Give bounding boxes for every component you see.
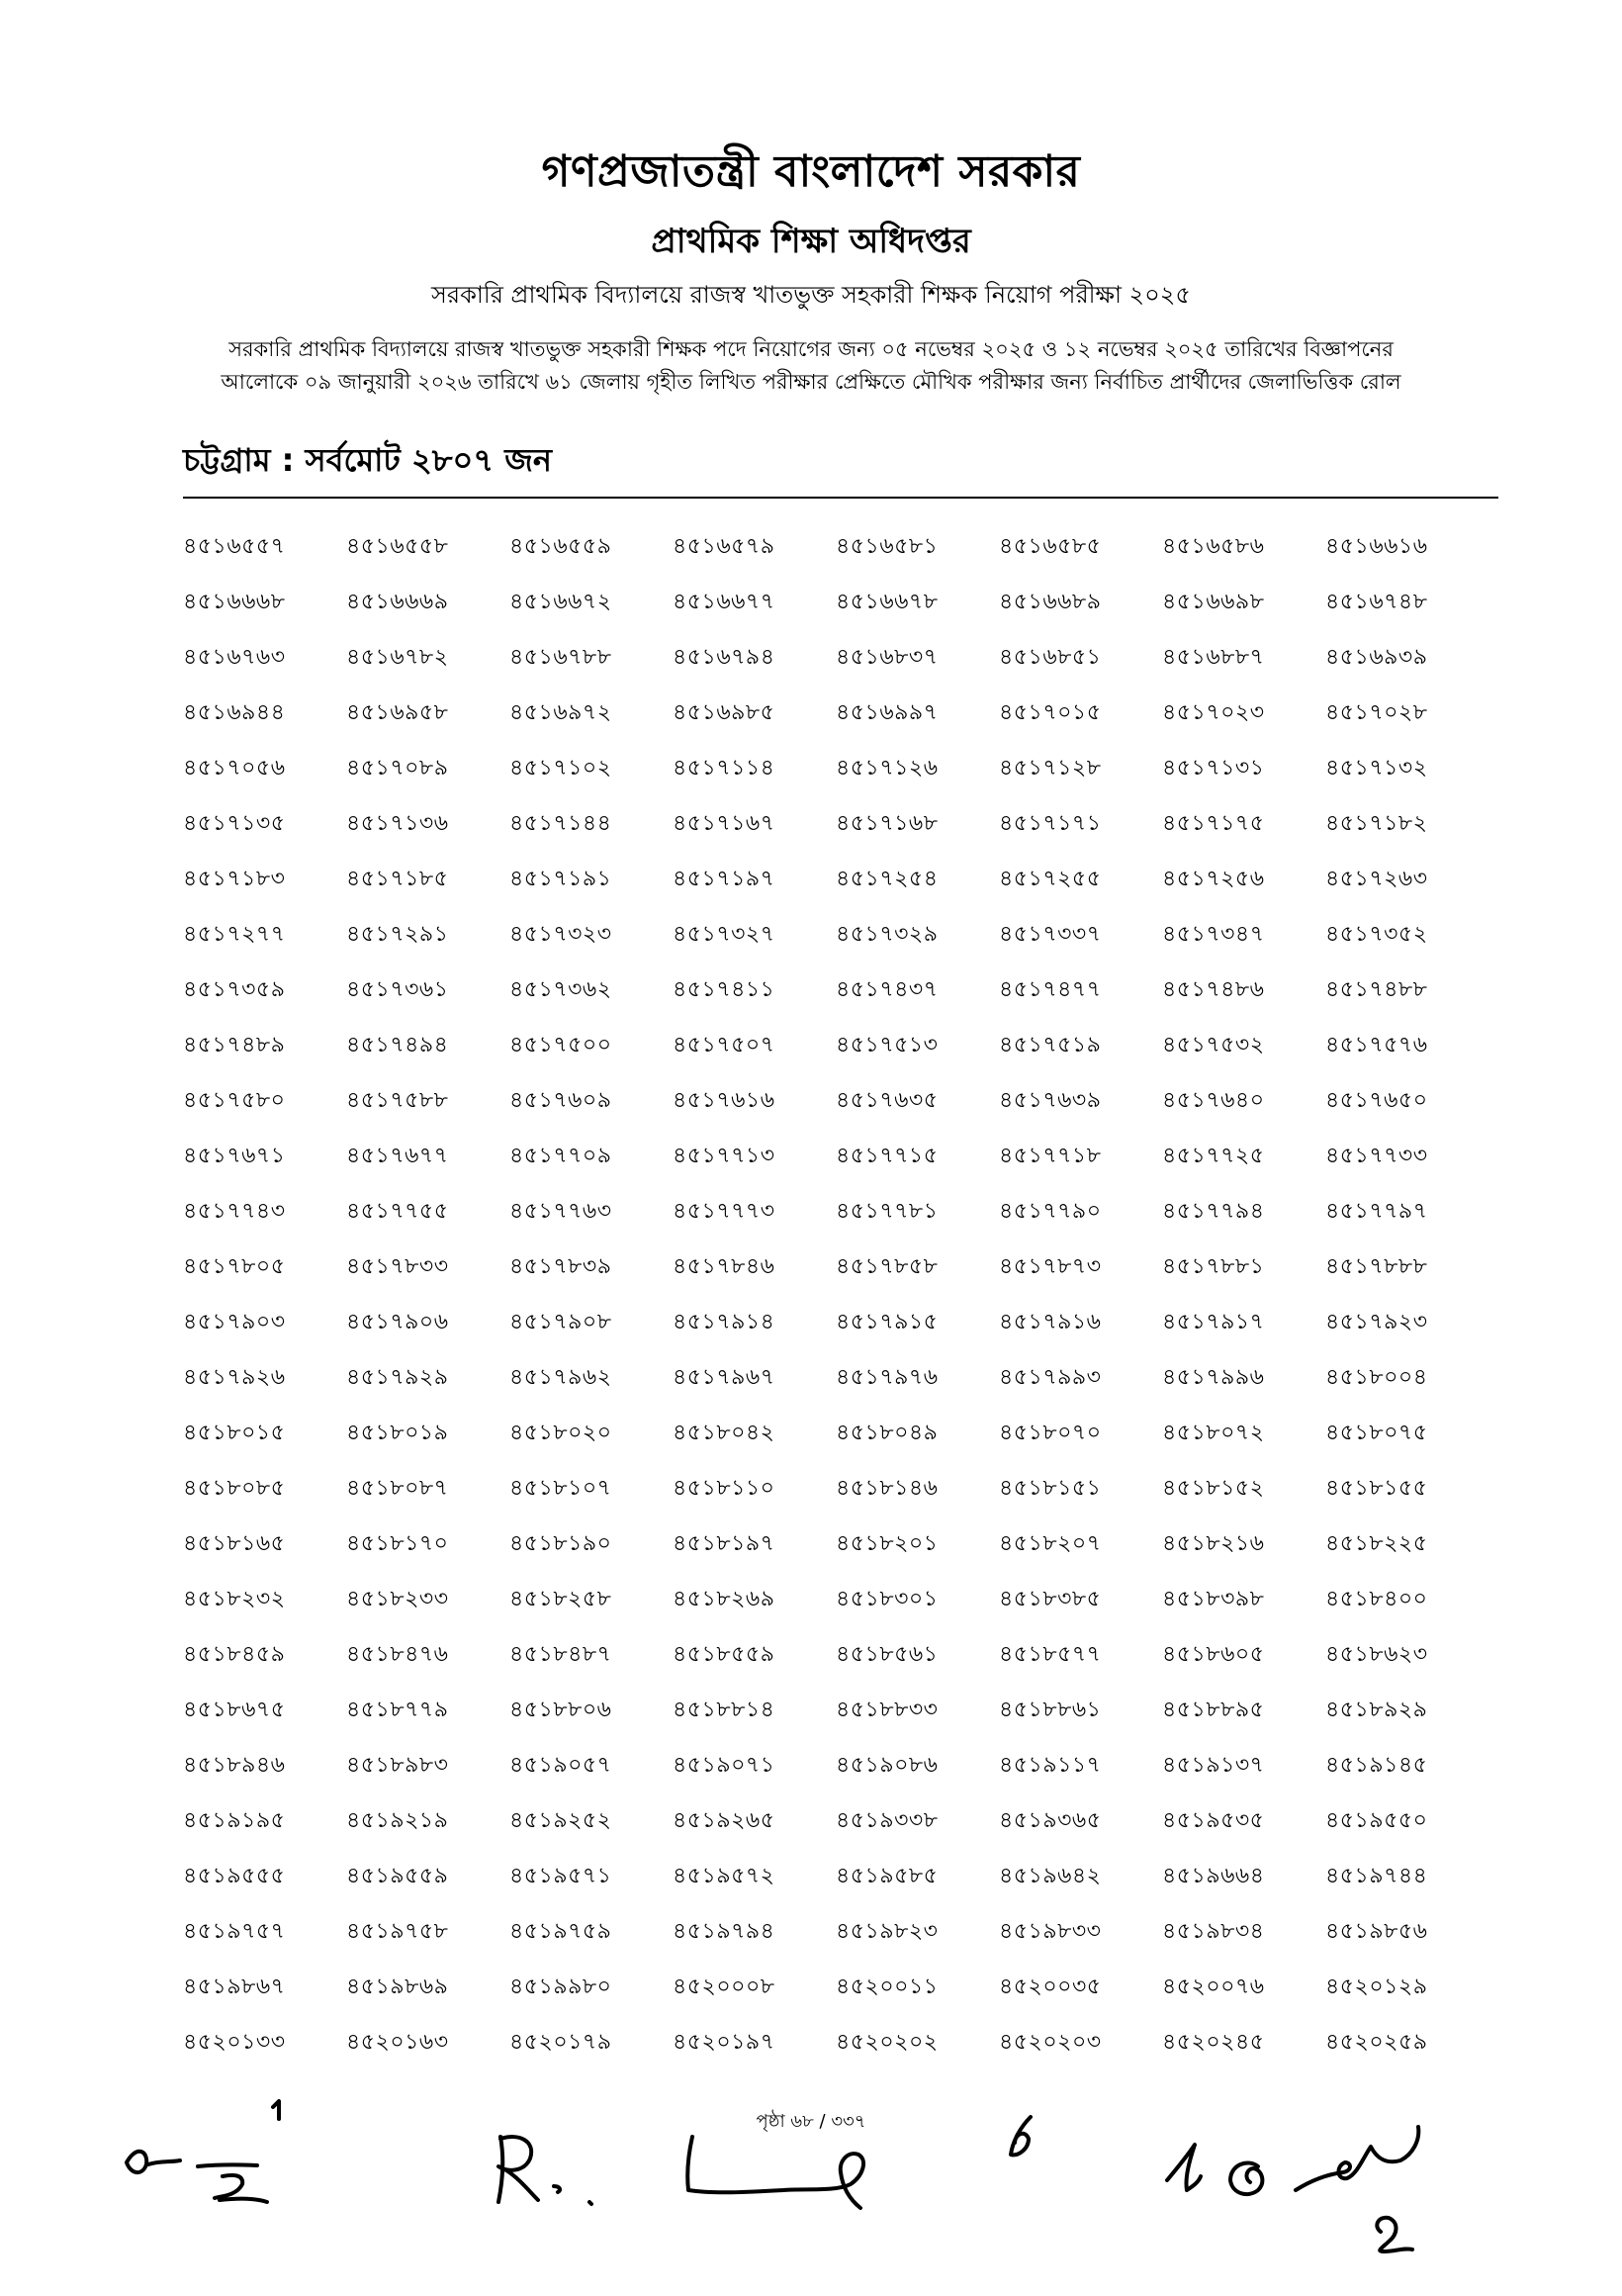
roll-number: ৪৫১৬৫৮১ [836,534,939,559]
roll-number: ৪৫১৭৫৮৮ [346,1088,449,1113]
roll-number: ৪৫১৭৫৮০ [183,1088,286,1113]
roll-number: ৪৫১৭৮৫৮ [836,1254,939,1279]
roll-number: ৪৫১৬৮৩৭ [836,645,939,670]
roll-number: ৪৫১৭৩৬২ [509,977,612,1002]
roll-number: ৪৫১৯৭৯৪ [673,1919,775,1944]
roll-number: ৪৫১৭৯৭৬ [836,1365,939,1390]
roll-number: ৪৫১৯৮২৩ [836,1919,939,1944]
roll-number: ৪৫১৯০৭১ [673,1753,775,1778]
roll-number: ৪৫১৭৫১৩ [836,1033,939,1057]
roll-number: ৪৫১৬৮৫১ [999,645,1102,670]
roll-number: ৪৫১৮৯২৯ [1325,1698,1428,1722]
roll-number: ৪৫১৭১৩১ [1162,756,1265,781]
roll-number: ৪৫১৮৬৭৫ [183,1698,286,1722]
roll-number: ৪৫১৯৮৩৪ [1162,1919,1265,1944]
roll-number: ৪৫১৭০১৫ [999,700,1102,725]
roll-number: ৪৫১৬৯৫৮ [346,700,449,725]
roll-number: ৪৫১৭৭৫৫ [346,1199,449,1224]
roll-number: ৪৫১৭৯৬২ [509,1365,612,1390]
roll-number: ৪৫১৬৭৯৪ [673,645,775,670]
roll-number: ৪৫১৯৭৪৪ [1325,1864,1428,1888]
roll-number: ৪৫২০০৩৫ [999,1975,1102,1999]
roll-number: ৪৫১৭৬৪০ [1162,1088,1265,1113]
roll-number: ৪৫১৭৯৬৭ [673,1365,775,1390]
roll-number: ৪৫১৯৫৭২ [673,1864,775,1888]
roll-number: ৪৫১৮৩৯৮ [1162,1587,1265,1611]
roll-number: ৪৫১৮০১৯ [346,1421,449,1445]
government-title: গণপ্রজাতন্ত্রী বাংলাদেশ সরকার [541,146,1081,197]
roll-number: ৪৫১৮২৩২ [183,1587,286,1611]
roll-number: ৪৫১৭৮৪৬ [673,1254,775,1279]
roll-number: ৪৫১৭৩২৭ [673,922,775,947]
roll-number: ৪৫১৯৭৫৭ [183,1919,286,1944]
roll-number: ৪৫১৮১৯৭ [673,1531,775,1556]
roll-number: ৪৫১৭৬১৬ [673,1088,775,1113]
roll-number: ৪৫১৮২০৭ [999,1531,1102,1556]
roll-number: ৪৫১৬৬১৬ [1325,534,1428,559]
roll-number: ৪৫১৭২৫৬ [1162,867,1265,891]
roll-number: ৪৫১৭৭৯৪ [1162,1199,1265,1224]
roll-number: ৪৫১৮০৪২ [673,1421,775,1445]
roll-number: ৪৫১৭৬৩৫ [836,1088,939,1113]
roll-number: ৪৫১৭৮৭৩ [999,1254,1102,1279]
roll-number: ৪৫১৮২২৫ [1325,1531,1428,1556]
roll-number: ৪৫১৮০৭২ [1162,1421,1265,1445]
signature-5 [1167,2145,1262,2194]
roll-number: ৪৫১৮৬২৩ [1325,1642,1428,1667]
roll-number: ৪৫১৭৯১৬ [999,1310,1102,1334]
roll-number: ৪৫১৮২৬৯ [673,1587,775,1611]
roll-number: ৪৫১৮৪০০ [1325,1587,1428,1611]
roll-number: ৪৫১৭৯২৬ [183,1365,286,1390]
roll-number: ৪৫১৭৯৯৩ [999,1365,1102,1390]
district-heading: চট্টগ্রাম : সর্বমোট ২৮০৭ জন [183,441,553,479]
roll-number: ৪৫১৭৪৯৪ [346,1033,449,1057]
roll-number: ৪৫১৭২৫৫ [999,867,1102,891]
roll-number: ৪৫১৭৭০৯ [509,1144,612,1168]
roll-number: ৪৫২০০৭৬ [1162,1975,1265,1999]
roll-number: ৪৫২০২৪৫ [1162,2030,1265,2055]
roll-number: ৪৫১৬৫৫৭ [183,534,286,559]
roll-number: ৪৫১৬৫৫৯ [509,534,612,559]
roll-number: ৪৫১৭৯০৮ [509,1310,612,1334]
roll-number: ৪৫১৮৯৪৬ [183,1753,286,1778]
roll-number: ৪৫১৭৪৮৬ [1162,977,1265,1002]
roll-number: ৪৫২০১৬৩ [346,2030,449,2055]
roll-number: ৪৫১৭১৩৫ [183,811,286,836]
roll-number: ৪৫১৭২৯১ [346,922,449,947]
roll-number: ৪৫১৬৯৩৯ [1325,645,1428,670]
roll-number: ৪৫১৮১৭০ [346,1531,449,1556]
page-number: পৃষ্ঠা ৬৮ / ৩৩৭ [756,2111,866,2132]
roll-number: ৪৫১৮১০৭ [509,1476,612,1501]
roll-number: ৪৫১৭৭৮১ [836,1199,939,1224]
exam-title: সরকারি প্রাথমিক বিদ্যালয়ে রাজস্ব খাতভুক্ত সহকারী শিক্ষক নিয়োগ পরীক্ষা ২০২৫ [431,281,1191,309]
roll-number: ৪৫২০২০৩ [999,2030,1102,2055]
roll-number: ৪৫১৮৪৭৬ [346,1642,449,1667]
roll-number: ৪৫১৮১৬৫ [183,1531,286,1556]
roll-number: ৪৫১৭১৮৫ [346,867,449,891]
roll-number: ৪৫১৭৫০৭ [673,1033,775,1057]
roll-number: ৪৫২০১২৯ [1325,1975,1428,1999]
roll-number: ৪৫১৭১৩২ [1325,756,1428,781]
roll-number: ৪৫১৭৮০৫ [183,1254,286,1279]
roll-number: ৪৫১৭১৯১ [509,867,612,891]
roll-number: ৪৫২০২৫৯ [1325,2030,1428,2055]
notice-text [178,333,1444,399]
roll-number: ৪৫১৭২৫৪ [836,867,939,891]
roll-number: ৪৫১৯৭৫৯ [509,1919,612,1944]
roll-number: ৪৫১৯২১৯ [346,1808,449,1833]
roll-number: ৪৫১৮০৮৫ [183,1476,286,1501]
roll-number: ৪৫১৮০২০ [509,1421,612,1445]
roll-number: ৪৫১৭৭৯৭ [1325,1199,1428,1224]
roll-number: ৪৫১৭৪৮৯ [183,1033,286,1057]
roll-number: ৪৫১৭১৭৫ [1162,811,1265,836]
roll-number: ৪৫১৭৭১৮ [999,1144,1102,1168]
roll-number-grid [183,532,1488,2083]
roll-number: ৪৫১৭৬৭১ [183,1144,286,1168]
roll-number: ৪৫১৭৩২৯ [836,922,939,947]
roll-number: ৪৫১৭১০২ [509,756,612,781]
roll-number: ৪৫১৭৭১৩ [673,1144,775,1168]
roll-number: ৪৫১৮১১০ [673,1476,775,1501]
roll-number: ৪৫১৮১৫৫ [1325,1476,1428,1501]
roll-number: ৪৫১৯৭৫৮ [346,1919,449,1944]
roll-number: ৪৫২০০১১ [836,1975,939,1999]
roll-number: ৪৫১৯১৩৭ [1162,1753,1265,1778]
roll-number: ৪৫২০১৩৩ [183,2030,286,2055]
roll-number: ৪৫১৭৮৩৯ [509,1254,612,1279]
roll-number: ৪৫১৭৪১১ [673,977,775,1002]
roll-number: ৪৫১৬৯৪৪ [183,700,286,725]
roll-number: ৪৫১৭২৬৩ [1325,867,1428,891]
roll-number: ৪৫১৮১৫১ [999,1476,1102,1501]
roll-number: ৪৫১৭৭১৫ [836,1144,939,1168]
roll-number: ৪৫১৮৩৮৫ [999,1587,1102,1611]
roll-number: ৪৫১৭৭২৫ [1162,1144,1265,1168]
roll-number: ৪৫১৭৬৭৭ [346,1144,449,1168]
roll-number: ৪৫১৭৪৭৭ [999,977,1102,1002]
roll-number: ৪৫১৬৮৮৭ [1162,645,1265,670]
roll-number: ৪৫১৮০১৫ [183,1421,286,1445]
roll-number: ৪৫১৭৩৫৯ [183,977,286,1002]
roll-number: ৪৫১৮২৩৩ [346,1587,449,1611]
roll-number: ৪৫১৬৭৮৮ [509,645,612,670]
roll-number: ৪৫১৮৪৮৭ [509,1642,612,1667]
roll-number: ৪৫১৯৮৫৬ [1325,1919,1428,1944]
roll-number: ৪৫২০১৯৭ [673,2030,775,2055]
roll-number: ৪৫১৮২৫৮ [509,1587,612,1611]
roll-number: ৪৫১৮০৭৫ [1325,1421,1428,1445]
roll-number: ৪৫১৯০৫৭ [509,1753,612,1778]
roll-number: ৪৫২০১৭৯ [509,2030,612,2055]
roll-number: ৪৫১৭৫৩২ [1162,1033,1265,1057]
roll-number: ৪৫১৯৬৪২ [999,1864,1102,1888]
roll-number: ৪৫১৭০৫৬ [183,756,286,781]
roll-number: ৪৫১৮৭৭৯ [346,1698,449,1722]
roll-number: ৪৫১৯২৬৫ [673,1808,775,1833]
roll-number: ৪৫১৭৭৭৩ [673,1199,775,1224]
roll-number: ৪৫১৯৮৬৭ [183,1975,286,1999]
roll-number: ৪৫১৮৬০৫ [1162,1642,1265,1667]
roll-number: ৪৫১৯১৯৫ [183,1808,286,1833]
roll-number: ৪৫২০২০২ [836,2030,939,2055]
roll-number: ৪৫১৬৬৬৮ [183,590,286,614]
roll-number: ৪৫১৬৫৫৮ [346,534,449,559]
roll-number: ৪৫১৬৬৭৮ [836,590,939,614]
roll-number: ৪৫১৭১৮২ [1325,811,1428,836]
roll-number: ৪৫১৭৯১৭ [1162,1310,1265,1334]
department-title: প্রাথমিক শিক্ষা অধিদপ্তর [651,222,971,261]
roll-number: ৪৫১৭৬৩৯ [999,1088,1102,1113]
roll-number: ৪৫১৮৫৬১ [836,1642,939,1667]
roll-number: ৪৫২০০০৮ [673,1975,775,1999]
roll-number: ৪৫১৭৮৮১ [1162,1254,1265,1279]
roll-number: ৪৫১৮৮৩৩ [836,1698,939,1722]
roll-number: ৪৫১৬৫৭৯ [673,534,775,559]
roll-number: ৪৫১৭১৯৭ [673,867,775,891]
roll-number: ৪৫১৯৫৫৫ [183,1864,286,1888]
roll-number: ৪৫১৯১৪৫ [1325,1753,1428,1778]
roll-number: ৪৫১৯২৫২ [509,1808,612,1833]
roll-number: ৪৫১৬৫৮৫ [999,534,1102,559]
roll-number: ৪৫১৯০৮৬ [836,1753,939,1778]
roll-number: ৪৫১৮৮১৪ [673,1698,775,1722]
roll-number: ৪৫১৭০২৩ [1162,700,1265,725]
signature-3 [687,2137,863,2208]
signature-2 [498,2137,591,2204]
roll-number: ৪৫১৬৭৬৩ [183,645,286,670]
roll-number: ৪৫১৯৫৭১ [509,1864,612,1888]
roll-number: ৪৫১৮১৪৬ [836,1476,939,1501]
roll-number: ৪৫১৬৬৭৭ [673,590,775,614]
roll-number: ৪৫১৯৫৩৫ [1162,1808,1265,1833]
roll-number: ৪৫১৯৩৬৫ [999,1808,1102,1833]
roll-number: ৪৫১৭৮৮৮ [1325,1254,1428,1279]
roll-number: ৪৫১৬৯৮৫ [673,700,775,725]
roll-number: ৪৫১৭১১৪ [673,756,775,781]
roll-number: ৪৫১৭৯২৩ [1325,1310,1428,1334]
roll-number: ৪৫১৮৩০১ [836,1587,939,1611]
roll-number: ৪৫১৭৭৯০ [999,1199,1102,1224]
roll-number: ৪৫১৮৮৬১ [999,1698,1102,1722]
roll-number: ৪৫১৭৪৩৭ [836,977,939,1002]
roll-number: ৪৫১৭১৬৮ [836,811,939,836]
roll-number: ৪৫১৭০৮৯ [346,756,449,781]
roll-number: ৪৫১৭৫০০ [509,1033,612,1057]
roll-number: ৪৫১৭৯০৩ [183,1310,286,1334]
roll-number: ৪৫১৮৮০৬ [509,1698,612,1722]
roll-number: ৪৫১৬৭৮২ [346,645,449,670]
roll-number: ৪৫১৭৭৬৩ [509,1199,612,1224]
roll-number: ৪৫১৮১৫২ [1162,1476,1265,1501]
roll-number: ৪৫১৮০০৪ [1325,1365,1428,1390]
roll-number: ৪৫১৭৯০৬ [346,1310,449,1334]
roll-number: ৪৫১৬৫৮৬ [1162,534,1265,559]
roll-number: ৪৫১৭৯৯৬ [1162,1365,1265,1390]
roll-number: ৪৫১৭৩৩৭ [999,922,1102,947]
roll-number: ৪৫১৭১২৮ [999,756,1102,781]
roll-number: ৪৫১৭১৮৩ [183,867,286,891]
roll-number: ৪৫১৭১২৬ [836,756,939,781]
roll-number: ৪৫১৯৫৮৫ [836,1864,939,1888]
roll-number: ৪৫১৮০৮৭ [346,1476,449,1501]
signature-6 [1296,2127,1418,2251]
roll-number: ৪৫১৮৫৭৭ [999,1642,1102,1667]
roll-number: ৪৫১৭৯১৫ [836,1310,939,1334]
roll-number: ৪৫১৭১৩৬ [346,811,449,836]
roll-number: ৪৫১৯৩৩৮ [836,1808,939,1833]
roll-number: ৪৫১৭৯১৪ [673,1310,775,1334]
roll-number: ৪৫১৮৪৫৯ [183,1642,286,1667]
roll-number: ৪৫১৬৬৬৯ [346,590,449,614]
roll-number: ৪৫১৬৯৯৭ [836,700,939,725]
roll-number: ৪৫১৭৯২৯ [346,1365,449,1390]
roll-number: ৪৫১৭১৪৪ [509,811,612,836]
roll-number: ৪৫১৯৬৬৪ [1162,1864,1265,1888]
roll-number: ৪৫১৬৭৪৮ [1325,590,1428,614]
roll-number: ৪৫১৭১৬৭ [673,811,775,836]
roll-number: ৪৫১৬৬৮৯ [999,590,1102,614]
roll-number: ৪৫১৬৬৭২ [509,590,612,614]
roll-number: ৪৫১৭৫৭৬ [1325,1033,1428,1057]
roll-number: ৪৫১৬৯৭২ [509,700,612,725]
roll-number: ৪৫১৭৩৫২ [1325,922,1428,947]
roll-number: ৪৫১৮২০১ [836,1531,939,1556]
roll-number: ৪৫১৭৬৫০ [1325,1088,1428,1113]
roll-number: ৪৫১৯৮৬৯ [346,1975,449,1999]
roll-number: ৪৫১৭৮৩৩ [346,1254,449,1279]
roll-number: ৪৫১৭০২৮ [1325,700,1428,725]
notice-line-1: সরকারি প্রাথমিক বিদ্যালয়ে রাজস্ব খাতভুক্ত সহকারী শিক্ষক পদে নিয়োগের জন্য ০৫ নভেম্বর ২০২৫ ও ১২ নভেম্বর ২০২৫ তারিখের বিজ্ঞাপনের [228,337,1394,361]
roll-number: ৪৫১৯৯৮০ [509,1975,612,1999]
notice-line-2: আলোকে ০৯ জানুয়ারী ২০২৬ তারিখে ৬১ জেলায় গৃহীত লিখিত পরীক্ষার প্রেক্ষিতে মৌখিক পরীক্ষার জন্য নির্বাচিত প্রার্থীদের জেলাভিত্তিক রোল [221,370,1401,394]
roll-number: ৪৫১৯৫৫৯ [346,1864,449,1888]
roll-number: ৪৫১৮০৭০ [999,1421,1102,1445]
roll-number: ৪৫১৮৮৯৫ [1162,1698,1265,1722]
roll-number: ৪৫১৯১১৭ [999,1753,1102,1778]
roll-number: ৪৫১৮১৯০ [509,1531,612,1556]
roll-number: ৪৫১৭৭৪৩ [183,1199,286,1224]
roll-number: ৪৫১৭৩৪৭ [1162,922,1265,947]
roll-number: ৪৫১৭৩২৩ [509,922,612,947]
roll-number: ৪৫১৭৫১৯ [999,1033,1102,1057]
roll-number: ৪৫১৭৭৩৩ [1325,1144,1428,1168]
roll-number: ৪৫১৮২১৬ [1162,1531,1265,1556]
header-divider [183,497,1498,499]
roll-number: ৪৫১৮৫৫৯ [673,1642,775,1667]
roll-number: ৪৫১৭২৭৭ [183,922,286,947]
roll-number: ৪৫১৯৫৫০ [1325,1808,1428,1833]
roll-number: ৪৫১৭৩৬১ [346,977,449,1002]
roll-number: ৪৫১৮৯৮৩ [346,1753,449,1778]
roll-number: ৪৫১৭৬০৯ [509,1088,612,1113]
roll-number: ৪৫১৯৮৩৩ [999,1919,1102,1944]
roll-number: ৪৫১৭১৭১ [999,811,1102,836]
roll-number: ৪৫১৭৪৮৮ [1325,977,1428,1002]
roll-number: ৪৫১৬৬৯৮ [1162,590,1265,614]
roll-number: ৪৫১৮০৪৯ [836,1421,939,1445]
